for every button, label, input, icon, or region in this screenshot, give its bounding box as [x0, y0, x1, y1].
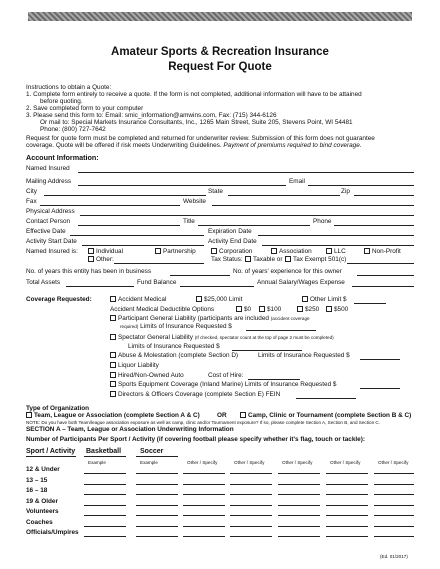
other-checkbox[interactable] [88, 256, 94, 262]
do-coverage-checkbox[interactable] [110, 391, 116, 397]
website-field[interactable] [212, 205, 414, 206]
llc-checkbox[interactable] [326, 248, 332, 254]
participant-count-field[interactable] [374, 494, 414, 495]
camp-checkbox[interactable] [240, 412, 246, 418]
sport-activity-header: Sport / Activity [26, 448, 76, 455]
partnership-option[interactable]: Partnership [155, 248, 196, 256]
participant-count-field[interactable] [230, 494, 272, 495]
other-limit-field[interactable] [354, 303, 386, 304]
activity-end-field[interactable] [262, 245, 414, 246]
individual-option[interactable]: Individual [88, 248, 123, 256]
abuse-limits-field[interactable] [360, 359, 400, 360]
participant-count-field[interactable] [374, 536, 414, 537]
email-field[interactable] [308, 185, 414, 186]
cost-hire-label: Cost of Hire: [208, 372, 244, 379]
corporation-checkbox[interactable] [211, 248, 217, 254]
participant-count-field[interactable] [326, 536, 368, 537]
row-label: 16 – 18 [26, 487, 48, 494]
tax-status-label: Tax Status: [211, 256, 243, 263]
participant-count-field[interactable] [278, 473, 320, 474]
sports-equipment-option[interactable]: Sports Equipment Coverage (Inland Marine) Limits of Insurance Requested $ [110, 381, 336, 389]
row-label: 19 & Older [26, 497, 58, 505]
instructions-heading: Instructions to obtain a Quote: [26, 84, 112, 91]
participant-count-field[interactable] [136, 494, 178, 495]
org-type-heading: Type of Organization [26, 405, 90, 412]
activity-start-label: Activity Start Date [26, 238, 77, 245]
website-label: Website [183, 198, 206, 205]
individual-checkbox[interactable] [88, 248, 94, 254]
header-banner [28, 12, 412, 21]
participant-count-field[interactable] [326, 526, 368, 527]
participant-count-field[interactable] [278, 484, 320, 485]
years-business-field[interactable] [170, 275, 230, 276]
participant-count-field[interactable] [183, 526, 225, 527]
phone-label: Phone [313, 218, 332, 225]
participant-count-field[interactable] [136, 526, 178, 527]
request-note-1: Request for quote form must be completed and returned for underwriter review. Submission of this form does not guarantee [26, 135, 375, 142]
abuse-option[interactable]: Abuse & Molestation (complete Section D) [110, 352, 238, 360]
years-business-label: No. of years this entity has been in business [26, 268, 152, 275]
other-option[interactable]: Other: [88, 256, 114, 264]
participant-count-field[interactable] [230, 484, 272, 485]
fax-field[interactable] [40, 205, 180, 206]
taxable-checkbox[interactable] [245, 256, 251, 262]
instruction-1: 1. Complete form entirely to receive a quote. If the form is not completed, additional information will have to be attained [26, 91, 362, 98]
participant-count-field[interactable] [326, 473, 368, 474]
years-experience-field[interactable] [357, 275, 414, 276]
participant-count-field[interactable] [136, 536, 178, 537]
do-coverage-option[interactable]: Directors & Officers Coverage (complete Section E) FEIN [110, 391, 280, 399]
hired-auto-option[interactable]: Hired/Non-Owned Auto [110, 372, 184, 380]
title-field[interactable] [198, 225, 310, 226]
or-label: OR [217, 412, 227, 419]
row-label: 12 & Under [26, 466, 60, 473]
participant-count-field[interactable] [183, 473, 225, 474]
header-underline [84, 456, 126, 457]
participant-count-field[interactable] [84, 484, 126, 485]
instruction-3c: Phone: (800) 727-7642 [40, 126, 106, 133]
deductible-0-option[interactable]: $0 [236, 306, 251, 314]
non-profit-checkbox[interactable] [364, 248, 370, 254]
physical-address-field[interactable] [80, 215, 414, 216]
limit-25000-option[interactable]: $25,000 Limit [196, 296, 242, 304]
participant-count-field[interactable] [374, 505, 414, 506]
taxable-option[interactable]: Taxable or [245, 256, 282, 264]
spectator-gl-option[interactable]: Spectator General Liability (If checked, spectator count at the top of page 2 must be completed) [110, 334, 334, 342]
association-option[interactable]: Association [271, 248, 312, 256]
participant-limits-field[interactable] [246, 330, 316, 331]
coverage-heading: Coverage Requested: [26, 296, 92, 303]
instruction-3b: Or mail to: Special Markets Insurance Consultants, Inc., 1265 Main Street, Suite 205, Stevens Point, WI 54481 [40, 119, 353, 126]
participant-count-field[interactable] [84, 526, 126, 527]
contact-person-field[interactable] [78, 225, 180, 226]
non-profit-option[interactable]: Non-Profit [364, 248, 401, 256]
title-label: Title [183, 218, 195, 225]
abuse-checkbox[interactable] [110, 352, 116, 358]
participant-count-field[interactable] [278, 536, 320, 537]
state-field[interactable] [228, 195, 340, 196]
sports-equipment-field[interactable] [360, 388, 400, 389]
abuse-limits-label: Limits of Insurance Requested $ [258, 352, 350, 359]
deductible-100-checkbox[interactable] [259, 306, 265, 312]
email-label: Email [289, 178, 305, 185]
deductible-500-option[interactable]: $500 [326, 306, 348, 314]
participant-count-field[interactable] [326, 515, 368, 516]
fund-balance-label: Fund Balance [137, 279, 177, 286]
instruction-1b: before quoting. [40, 98, 83, 105]
participant-count-field[interactable] [84, 494, 126, 495]
participant-count-field[interactable] [84, 473, 126, 474]
account-heading: Account Information: [26, 153, 99, 162]
column-subheader: Other / Specify [282, 460, 313, 465]
participant-count-field[interactable] [278, 526, 320, 527]
participant-count-field[interactable] [183, 494, 225, 495]
column-subheader: Other / Specify [330, 460, 361, 465]
request-note-2: coverage. Quote will be offered if risk meets Underwriting Guidelines. Payment of premiums required to bind coverage. [26, 142, 362, 149]
tax-exempt-field[interactable] [347, 263, 414, 264]
named-insured-is-label: Named Insured is: [26, 248, 78, 255]
participant-count-field[interactable] [84, 536, 126, 537]
deductible-500-checkbox[interactable] [326, 306, 332, 312]
participant-count-field[interactable] [230, 505, 272, 506]
tax-exempt-option[interactable]: Tax Exempt 501(c) [285, 256, 346, 264]
spectator-limits-label: Limits of Insurance Requested $ [128, 343, 220, 350]
column-subheader: Example [88, 460, 106, 465]
phone-field[interactable] [334, 225, 414, 226]
participant-count-field[interactable] [230, 515, 272, 516]
participant-count-field[interactable] [230, 473, 272, 474]
deductible-100-option[interactable]: $100 [259, 306, 281, 314]
edition-label: (Ed. 01/2017) [380, 554, 408, 559]
participant-count-field[interactable] [183, 484, 225, 485]
participant-count-field[interactable] [84, 515, 126, 516]
participant-count-field[interactable] [374, 484, 414, 485]
participant-count-field[interactable] [278, 494, 320, 495]
participant-count-field[interactable] [136, 473, 178, 474]
deductible-0-checkbox[interactable] [236, 306, 242, 312]
spectator-limits-field[interactable] [232, 350, 302, 351]
city-field[interactable] [44, 195, 206, 196]
participant-count-field[interactable] [374, 473, 414, 474]
annual-salary-label: Annual Salary/Wages Expense [257, 279, 345, 286]
participant-count-field[interactable] [374, 526, 414, 527]
named-insured-field[interactable] [78, 172, 414, 173]
org-note: NOTE: Do you have both Team/league association exposure as well as camp, clinic and/or Tournament exposure? If so, please complete Section A, Section B, and Section C. [26, 420, 380, 425]
cost-hire-field[interactable] [248, 379, 300, 380]
physical-address-label: Physical Address [26, 208, 75, 215]
sports-equipment-checkbox[interactable] [110, 381, 116, 387]
participant-count-field[interactable] [230, 526, 272, 527]
participant-count-field[interactable] [183, 505, 225, 506]
limit-25000-checkbox[interactable] [196, 296, 202, 302]
participant-count-field[interactable] [326, 484, 368, 485]
accident-medical-checkbox[interactable] [110, 296, 116, 302]
participant-count-field[interactable] [183, 515, 225, 516]
activity-end-label: Activity End Date [208, 238, 257, 245]
section-a-heading: SECTION A – Team, League or Association Underwriting Information [26, 426, 234, 433]
participant-count-field[interactable] [183, 536, 225, 537]
mailing-address-label: Mailing Address [26, 178, 72, 185]
participant-gl-option[interactable]: Participant General Liability (participants are included (accident coverage [110, 315, 310, 323]
participant-limits-label: required) Limits of Insurance Requested $ [120, 323, 232, 330]
zip-label: Zip [341, 188, 350, 195]
basketball-header: Basketball [86, 448, 122, 455]
header-underline [26, 456, 76, 457]
participant-count-field[interactable] [326, 505, 368, 506]
deductible-options-label: Accident Medical Deductible Options [110, 306, 215, 313]
participant-count-field[interactable] [136, 484, 178, 485]
effective-date-field[interactable] [70, 235, 204, 236]
other-field[interactable] [114, 263, 204, 264]
hired-auto-checkbox[interactable] [110, 372, 116, 378]
deductible-250-checkbox[interactable] [297, 306, 303, 312]
total-assets-field[interactable] [66, 286, 134, 287]
column-subheader: Other / Specify [378, 460, 409, 465]
spectator-gl-checkbox[interactable] [110, 334, 116, 340]
liquor-option[interactable]: Liquor Liability [110, 362, 159, 370]
header-underline [136, 456, 178, 457]
row-label: Coaches [26, 518, 53, 526]
participant-count-field[interactable] [326, 494, 368, 495]
named-insured-label: Named Insured [26, 165, 70, 172]
llc-option[interactable]: LLC [326, 248, 346, 256]
liquor-checkbox[interactable] [110, 362, 116, 368]
accident-medical-option[interactable]: Accident Medical [110, 296, 166, 304]
participants-question: Number of Participants Per Sport / Activity (if covering football please specify whether it's flag, touch or tackle): [26, 436, 365, 443]
total-assets-label: Total Assets [26, 279, 61, 286]
mailing-address-field[interactable] [78, 185, 286, 186]
column-subheader: Example [140, 460, 158, 465]
other-limit-option[interactable]: Other Limit $ [302, 296, 347, 304]
years-experience-label: No. of years' experience for this owner [233, 268, 342, 275]
deductible-250-option[interactable]: $250 [297, 306, 319, 314]
fund-balance-field[interactable] [180, 286, 254, 287]
tax-exempt-checkbox[interactable] [285, 256, 291, 262]
corporation-option[interactable]: Corporation [211, 248, 252, 256]
instruction-2: 2. Save completed form to your computer [26, 105, 144, 112]
participant-count-field[interactable] [278, 505, 320, 506]
fein-field[interactable] [296, 398, 356, 399]
zip-field[interactable] [354, 195, 414, 196]
instruction-3: 3. Please send this form to: Email: smic_information@amwins.com, Fax: (715) 344-6126 [26, 112, 277, 119]
partnership-checkbox[interactable] [155, 248, 161, 254]
row-label: 13 – 15 [26, 476, 48, 484]
row-label: Volunteers [26, 508, 59, 515]
activity-start-field[interactable] [82, 245, 204, 246]
team-checkbox[interactable] [26, 412, 32, 418]
column-subheader: Other / Specify [234, 460, 265, 465]
participant-count-field[interactable] [230, 536, 272, 537]
row-label: Officials/Umpires [26, 529, 79, 536]
participant-count-field[interactable] [136, 505, 178, 506]
form-title: Amateur Sports & Recreation Insurance [111, 46, 329, 58]
expiration-date-field[interactable] [258, 235, 414, 236]
annual-salary-field[interactable] [352, 286, 414, 287]
team-option[interactable]: Team, League or Association (complete Section A & C) [26, 412, 200, 420]
participant-count-field[interactable] [136, 515, 178, 516]
effective-date-label: Effective Date [26, 228, 66, 235]
column-subheader: Other / Specify [187, 460, 218, 465]
expiration-date-label: Expiration Date [208, 228, 252, 235]
fax-label: Fax [26, 198, 37, 205]
association-checkbox[interactable] [271, 248, 277, 254]
participant-count-field[interactable] [278, 515, 320, 516]
participant-count-field[interactable] [84, 505, 126, 506]
contact-person-label: Contact Person [26, 218, 71, 225]
camp-option[interactable]: Camp, Clinic or Tournament (complete Section B & C) [240, 412, 411, 420]
state-label: State [208, 188, 223, 195]
city-label: City [26, 188, 38, 195]
participant-count-field[interactable] [374, 515, 414, 516]
other-limit-checkbox[interactable] [302, 296, 308, 302]
form-subtitle: Request For Quote [168, 61, 272, 73]
participant-gl-checkbox[interactable] [110, 315, 116, 321]
soccer-header: Soccer [140, 448, 164, 455]
